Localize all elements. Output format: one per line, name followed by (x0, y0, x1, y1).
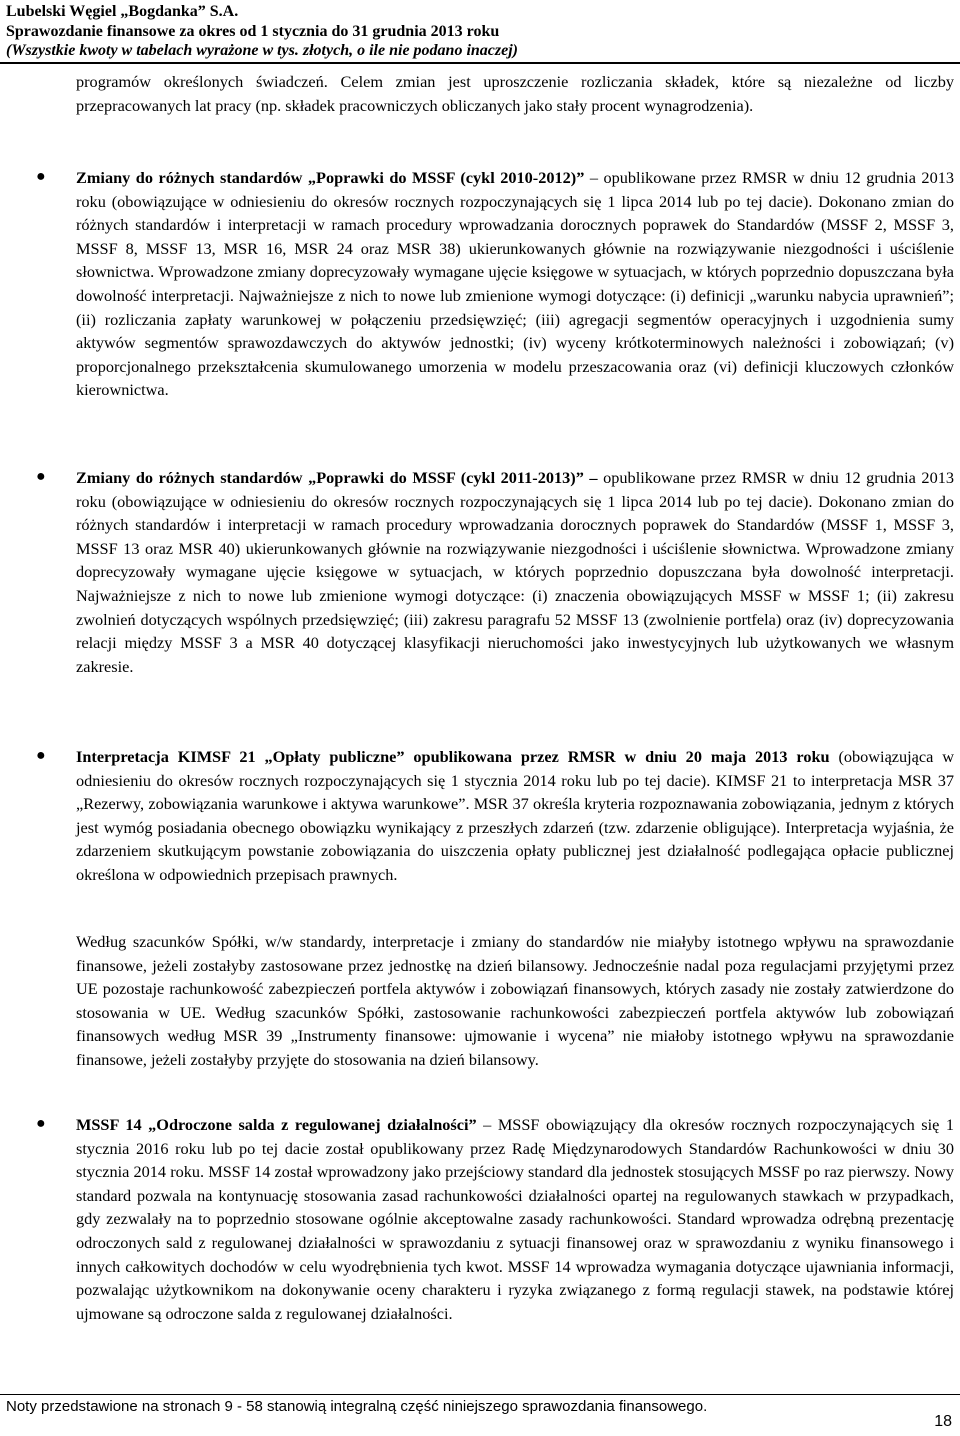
page-header (6, 2, 518, 61)
bullet-3-icon: ● (36, 747, 46, 764)
footer-divider (0, 1394, 960, 1395)
bullet-4-icon: ● (36, 1115, 46, 1132)
bullet-2-title: Zmiany do różnych standardów „Poprawki do MSSF (cykl 2011-2013)” – (76, 468, 598, 487)
page-number: 18 (934, 1413, 952, 1430)
lead-paragraph: programów określonych świadczeń. Celem zmian jest uproszczenie rozliczania składek, które są niezależne od liczby przepracowanych lat pracy (np. składek pracowniczych obliczanych jako stały procent wynagrodzenia). (76, 72, 954, 115)
bullet-4-title: MSSF 14 „Odroczone salda z regulowanej działalności” (76, 1115, 477, 1134)
estimate-paragraph: Według szacunków Spółki, w/w standardy, interpretacje i zmiany do standardów nie miałyby istotnego wpływu na sprawozdanie finansowe, jeżeli zostałyby zastosowane przez jednostkę na dzień bilansowy. Jednocześnie nadal poza regulacjami przyjętymi przez UE pozostaje rachunkowość zabezpieczeń portfela aktywów i zobowiązań finansowych, których zasady nie zostały zatwierdzone do stosowania w UE. Według szacunków Spółki, zastosowanie rachunkowości zabezpieczeń portfela aktywów lub zobowiązań finansowych według MSR 39 „Instrumenty finansowe: ujmowanie i wycena” nie miałoby istotnego wpływu na sprawozdanie finansowe, jeżeli zostałyby przyjęte do stosowania na dzień bilansowy. (76, 932, 954, 1069)
bullet-3-title: Interpretacja KIMSF 21 „Opłaty publiczne” opublikowana przez RMSR w dniu 20 maja 2013 roku (76, 747, 830, 766)
bullet-4-paragraph (76, 1113, 954, 1325)
bullet-3-body: (obowiązująca w odniesieniu do okresów rocznych rozpoczynających się 1 stycznia 2014 roku lub po tej dacie). KIMSF 21 to interpretacja MSR 37 „Rezerwy, zobowiązania warunkowe i aktywa warunkowe”. MSR 37 określa kryteria rozpoznawania zobowiązania, jednym z których jest wymóg posiadania obecnego obowiązku wynikający z przeszłych zdarzeń (tzw. zdarzenie obligujące). Interpretacja wyjaśnia, że zdarzeniem skutkującym powstanie zobowiązania do uiszczenia opłaty publicznej jest działalność podlegająca opłacie publicznej określona w odpowiednich przepisach prawnych. (76, 747, 954, 884)
bullet-2-paragraph (76, 466, 954, 678)
bullet-2-body: opublikowane przez RMSR w dniu 12 grudnia 2013 roku (obowiązujące w odniesieniu do okresów rocznych rozpoczynających się 1 lipca 2014 lub po tej dacie). Dokonano zmian do różnych standardów i interpretacji w ramach procedury wprowadzania dorocznych poprawek do Standardów (MSSF 1, MSSF 3, MSSF 13 oraz MSR 40) ukierunkowanych głównie na rozwiązywanie niezgodności i uściślenie słownictwa. Wprowadzone zmiany doprecyzowały wymagane ujęcie księgowe w sytuacjach, w których poprzednio dopuszczana była dowolność interpretacji. Najważniejsze z nich to nowe lub zmienione wymogi dotyczące: (i) znaczenia obowiązujących MSSF w MSSF 1; (ii) zakresu zwolnień dotyczących wspólnych przedsięwzięć; (iii) zakresu paragrafu 52 MSSF 13 (zwolnienie portfela) oraz (iv) doprecyzowania relacji między MSSF 3 a MSR 40 dotyczącej klasyfikacji nieruchomości jako inwestycyjnych lub użytkowanych we własnym zakresie. (76, 468, 954, 676)
company-name: Lubelski Węgiel „Bogdanka” S.A. (6, 3, 239, 20)
amounts-note: (Wszystkie kwoty w tabelach wyrażone w tys. złotych, o ile nie podano inaczej) (6, 42, 518, 59)
footer-note: Noty przedstawione na stronach 9 - 58 stanowią integralną część niniejszego sprawozdania finansowego. (6, 1398, 708, 1415)
bullet-1-icon: ● (36, 168, 46, 185)
bullet-1-paragraph (76, 166, 954, 402)
report-title: Sprawozdanie finansowe za okres od 1 stycznia do 31 grudnia 2013 roku (6, 22, 500, 40)
bullet-2-icon: ● (36, 468, 46, 485)
bullet-3-paragraph (76, 745, 954, 887)
bullet-4-body: – MSSF obowiązujący dla okresów rocznych rozpoczynających się 1 stycznia 2016 roku lub po tej dacie został opublikowany przez Radę Międzynarodowych Standardów Rachunkowości w dniu 30 stycznia 2014 roku. MSSF 14 został wprowadzony jako przejściowy standard dla jednostek stosujących MSSF po raz pierwszy. Nowy standard pozwala na kontynuację stosowania zasad rachunkowości działalności opartej na regulowanych stawkach w przypadkach, gdy zezwalały na to poprzednio stosowane ogólnie akceptowalne zasady rachunkowości. Standard wprowadza odrębną prezentację odroczonych sald z regulowanej działalności w sprawozdaniu z sytuacji finansowej oraz w sprawozdaniu z wyniku finansowego i innych całkowitych dochodów w celu wyodrębnienia tych kwot. MSSF 14 wprowadza wymagania dotyczące ujawniania informacji, pozwalając użytkownikom na dokonywanie oceny charakteru i ryzyka związanego z formą regulacji stawek, na podstawie której ujmowane są odroczone salda z regulowanej działalności. (76, 1115, 954, 1323)
bullet-1-body: – opublikowane przez RMSR w dniu 12 grudnia 2013 roku (obowiązujące w odniesieniu do okresów rocznych rozpoczynających się 1 lipca 2014 lub po tej dacie). Dokonano zmian do różnych standardów i interpretacji w ramach procedury wprowadzania dorocznych poprawek do Standardów (MSSF 2, MSSF 3, MSSF 8, MSSF 13, MSR 16, MSR 24 oraz MSR 38) ukierunkowanych głównie na rozwiązywanie niezgodności i uściślenie słownictwa. Wprowadzone zmiany doprecyzowały wymagane ujęcie księgowe w sytuacjach, w których poprzednio dopuszczana była dowolność interpretacji. Najważniejsze z nich to nowe lub zmienione wymogi dotyczące: (i) definicji „warunku nabycia uprawnień”; (ii) rozliczania zapłaty warunkowej w połączeniu przedsięwzięć; (iii) agregacji segmentów operacyjnych i uzgodnienia sumy aktywów segmentów sprawozdawczych do aktywów jednostki; (iv) wyceny krótkoterminowych należności i zobowiązań; (v) proporcjonalnego przekształcenia skumulowanego umorzenia w modelu przeszacowania oraz (vi) definicji kluczowych członków kierownictwa. (76, 168, 954, 400)
bullet-1-title: Zmiany do różnych standardów „Poprawki do MSSF (cykl 2010-2012)” (76, 168, 585, 187)
header-divider (0, 62, 960, 64)
